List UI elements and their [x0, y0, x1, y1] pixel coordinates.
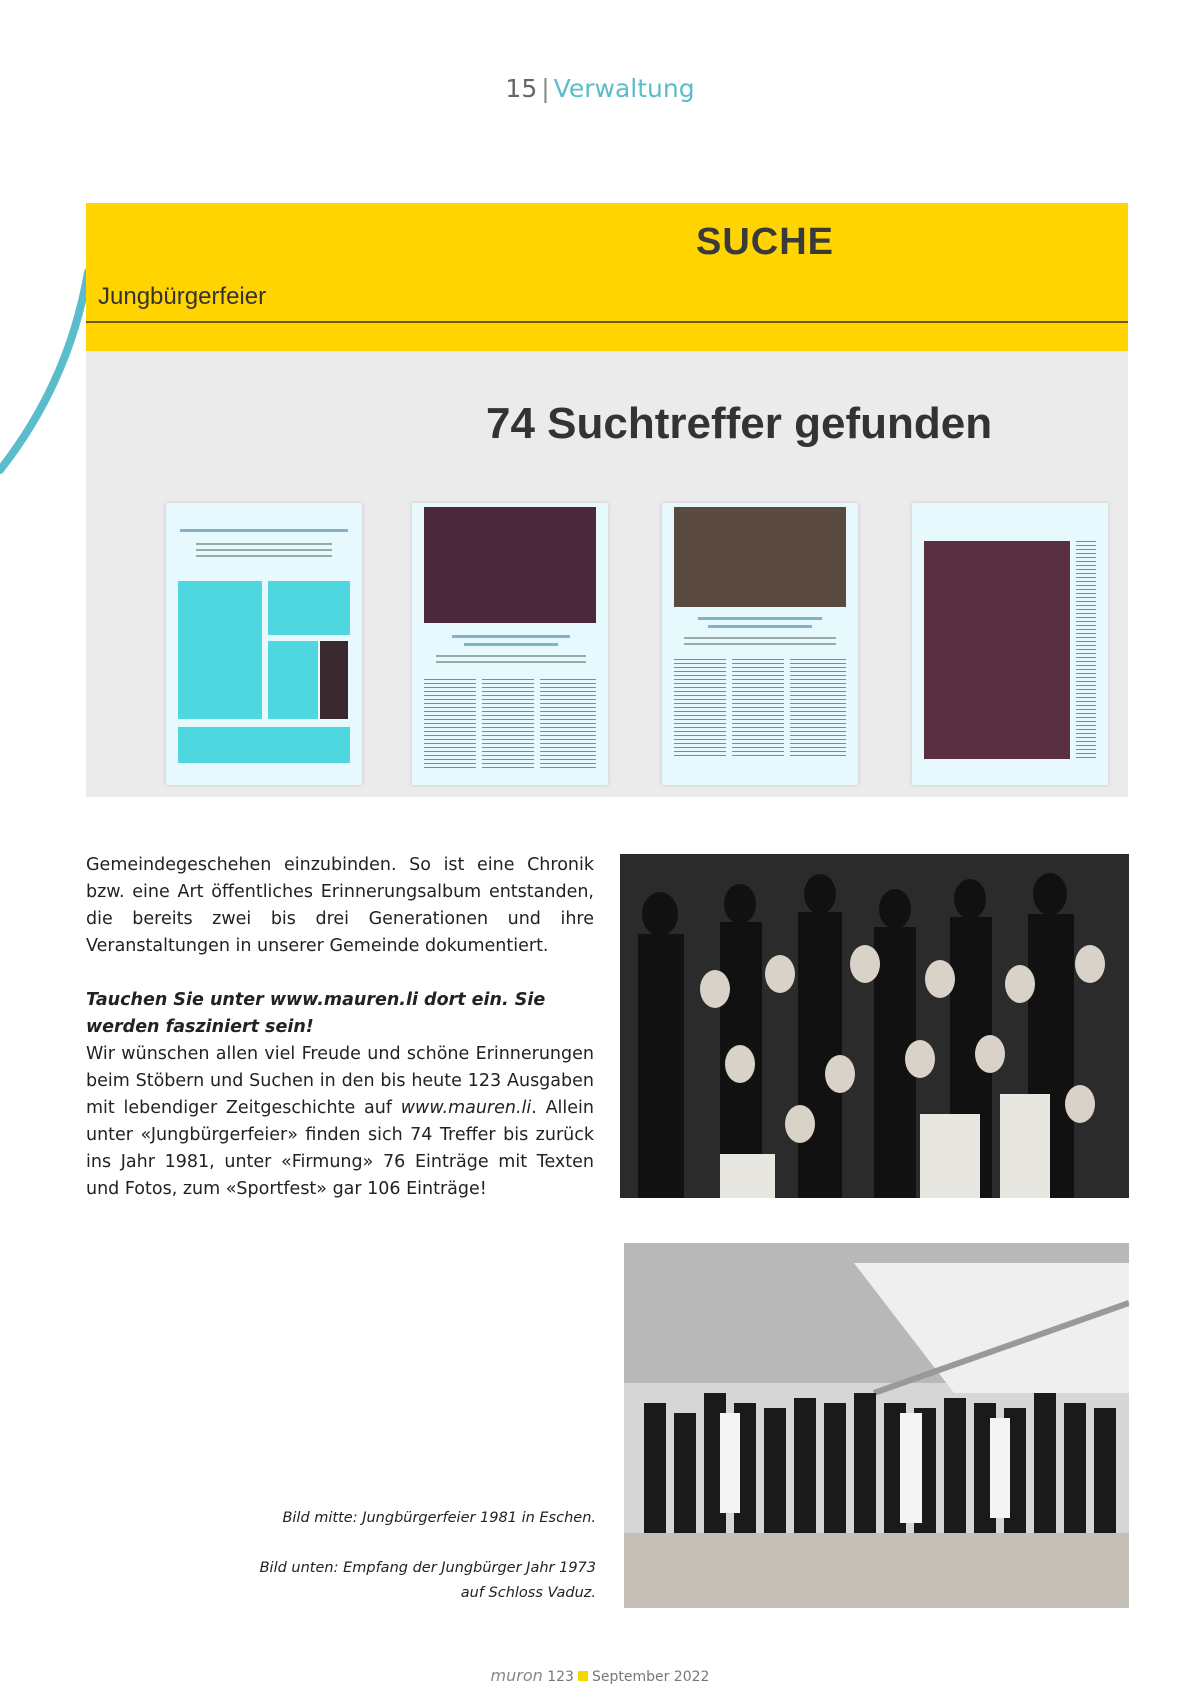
result-thumbnail[interactable] — [662, 503, 858, 785]
section-title: Verwaltung — [553, 74, 695, 103]
caption-middle-photo: Bild mitte: Jungbürgerfeier 1981 in Eschen. — [282, 1510, 596, 1526]
page-header — [0, 74, 1200, 103]
issue-number: 123 — [547, 1669, 574, 1685]
photo-empfang-1973 — [624, 1243, 1129, 1608]
issue-date: September 2022 — [591, 1669, 710, 1685]
body-paragraph: Gemeindegeschehen einzubinden. So ist eine Chronik bzw. eine Art öffentliches Erinnerungsalbum entstanden, die bereits zwei bis drei Generationen und ihre Veranstaltungen in unserer Gemeinde dokumentiert. — [86, 855, 594, 956]
body-lead: Tauchen Sie unter www.mauren.li dort ein. Sie werden fasziniert sein! — [86, 990, 546, 1037]
search-keyword: Jungbürgerfeier — [98, 283, 267, 310]
page-footer — [0, 1666, 1200, 1685]
search-results-count: 74 Suchtreffer gefunden — [486, 399, 993, 448]
result-thumbnail[interactable] — [912, 503, 1108, 785]
footer-square-icon — [578, 1671, 588, 1681]
body-paragraph: Wir wünschen allen viel Freude und schöne Erinnerungen beim Stöbern und Suchen in den bis heute 123 Ausgaben mit lebendiger Zeitgeschichte auf www.mauren.li. Allein unter «Jungbürgerfeier» finden sich 74 Treffer bis zurück ins Jahr 1981, unter «Firmung» 76 Einträge mit Texten und Fotos, zum «Sportfest» gar 106 Einträge! — [86, 1044, 594, 1199]
result-thumbnail[interactable] — [412, 503, 608, 785]
caption-lower-photo: Bild unten: Empfang der Jungbürger Jahr 1973 auf Schloss Vaduz. — [259, 1560, 596, 1601]
search-bar — [86, 203, 1128, 351]
result-thumbnail[interactable] — [166, 503, 362, 785]
article-body — [86, 852, 594, 1230]
search-screenshot — [86, 203, 1128, 797]
decorative-arc — [0, 260, 100, 480]
photo-jungbuergerfeier-1981 — [620, 854, 1129, 1198]
search-title: SUCHE — [696, 221, 835, 263]
website-link[interactable]: www.mauren.li — [400, 1098, 532, 1118]
header-separator: | — [541, 74, 550, 103]
page-number: 15 — [505, 74, 538, 103]
search-underline — [86, 321, 1128, 323]
magazine-brand: muron — [490, 1666, 543, 1685]
